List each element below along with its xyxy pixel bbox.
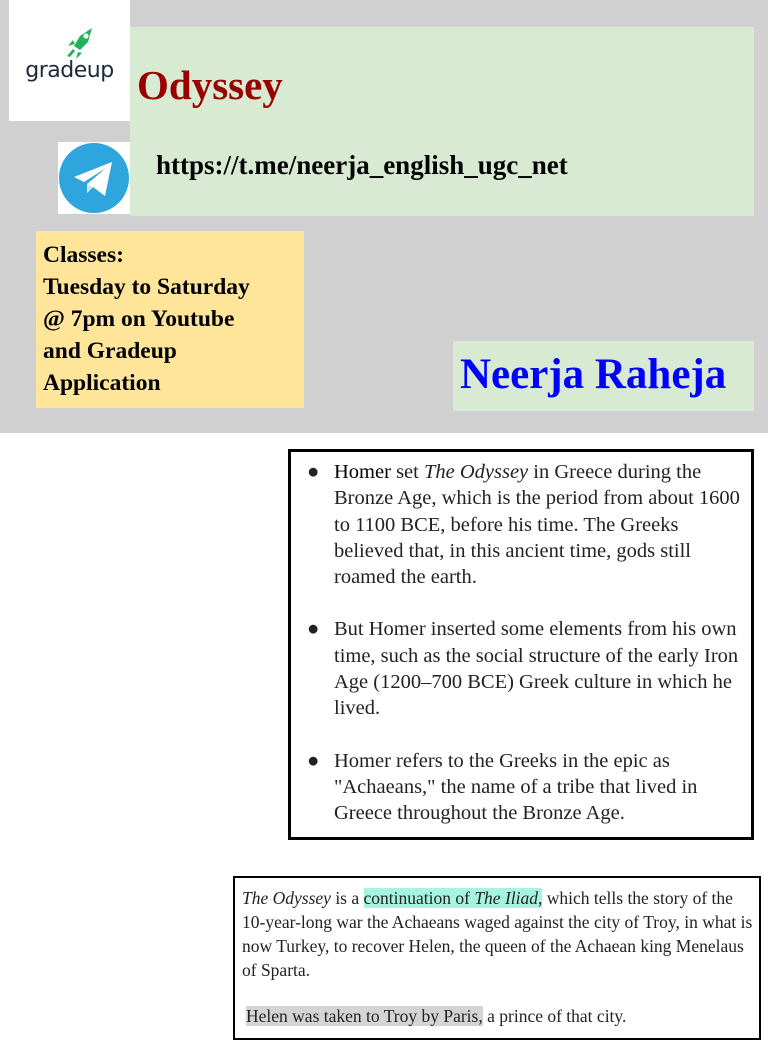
highlight-comma: , [538,888,543,908]
bullet-emphasis: The Odyssey [423,461,529,483]
bullet-dot: ● [307,618,320,641]
bullet-strong: Homer [334,461,391,483]
header-band [0,0,768,433]
paragraph-emphasis: The Odyssey [242,888,331,908]
grey-highlighted-phrase: Helen was taken to Troy by Paris, [246,1006,483,1026]
bullet-text: But Homer inserted some elements from his own time, such as the social structure of the early Iron Age (1200–700 BCE) Greek culture in which he lived. [334,618,739,720]
paragraph-text [242,886,754,982]
page-title: Odyssey [137,62,283,108]
bullet-text: in Greece during the Bronze Age, which is the period from about 1600 to 1100 BCE, before his time. The Greeks believed that, in this ancient time, gods still roamed the earth. [334,461,740,589]
gradeup-logo [9,0,130,121]
highlighted-phrase [364,888,543,908]
iliad-paragraph-box [233,876,761,1040]
classes-schedule-text: Classes: Tuesday to Saturday @ 7pm on Youtube and Gradeup Application [43,242,250,396]
highlight-text: continuation of [363,888,475,908]
bullet-item [291,616,751,721]
presenter-name: Neerja Raheja [460,351,727,398]
bullet-text: Homer refers to the Greeks in the epic as "Achaeans," the name of a tribe that lived in Greece throughout the Bronze Age. [334,749,698,825]
paragraph-span: a prince of that city. [482,1006,627,1026]
bullet-list [291,459,751,853]
logo-text: gradeup [25,58,114,83]
bullet-dot: ● [307,461,320,483]
title-box [130,27,754,216]
telegram-icon[interactable] [58,142,130,214]
bullet-item [291,748,751,827]
highlight-emphasis: The Iliad [474,888,539,908]
bullet-points-box [288,449,754,840]
paragraph-span: is a [330,888,364,908]
paragraph-span: which tells the story of the 10-year-long war the Achaeans waged against the city of Troy, in what is now Turkey, to recover Helen, the queen of the Achaean king Menelaus of Sparta. [242,888,753,980]
bullet-text: set [390,461,424,483]
bullet-item [291,459,751,590]
classes-schedule-box [36,231,304,408]
bullet-dot: ● [307,749,320,772]
gradeup-rocket-icon [62,26,98,60]
telegram-link[interactable]: https://t.me/neerja_english_ugc_net [156,150,568,180]
presenter-name-box [453,341,754,411]
paragraph-second-line [246,1004,626,1028]
